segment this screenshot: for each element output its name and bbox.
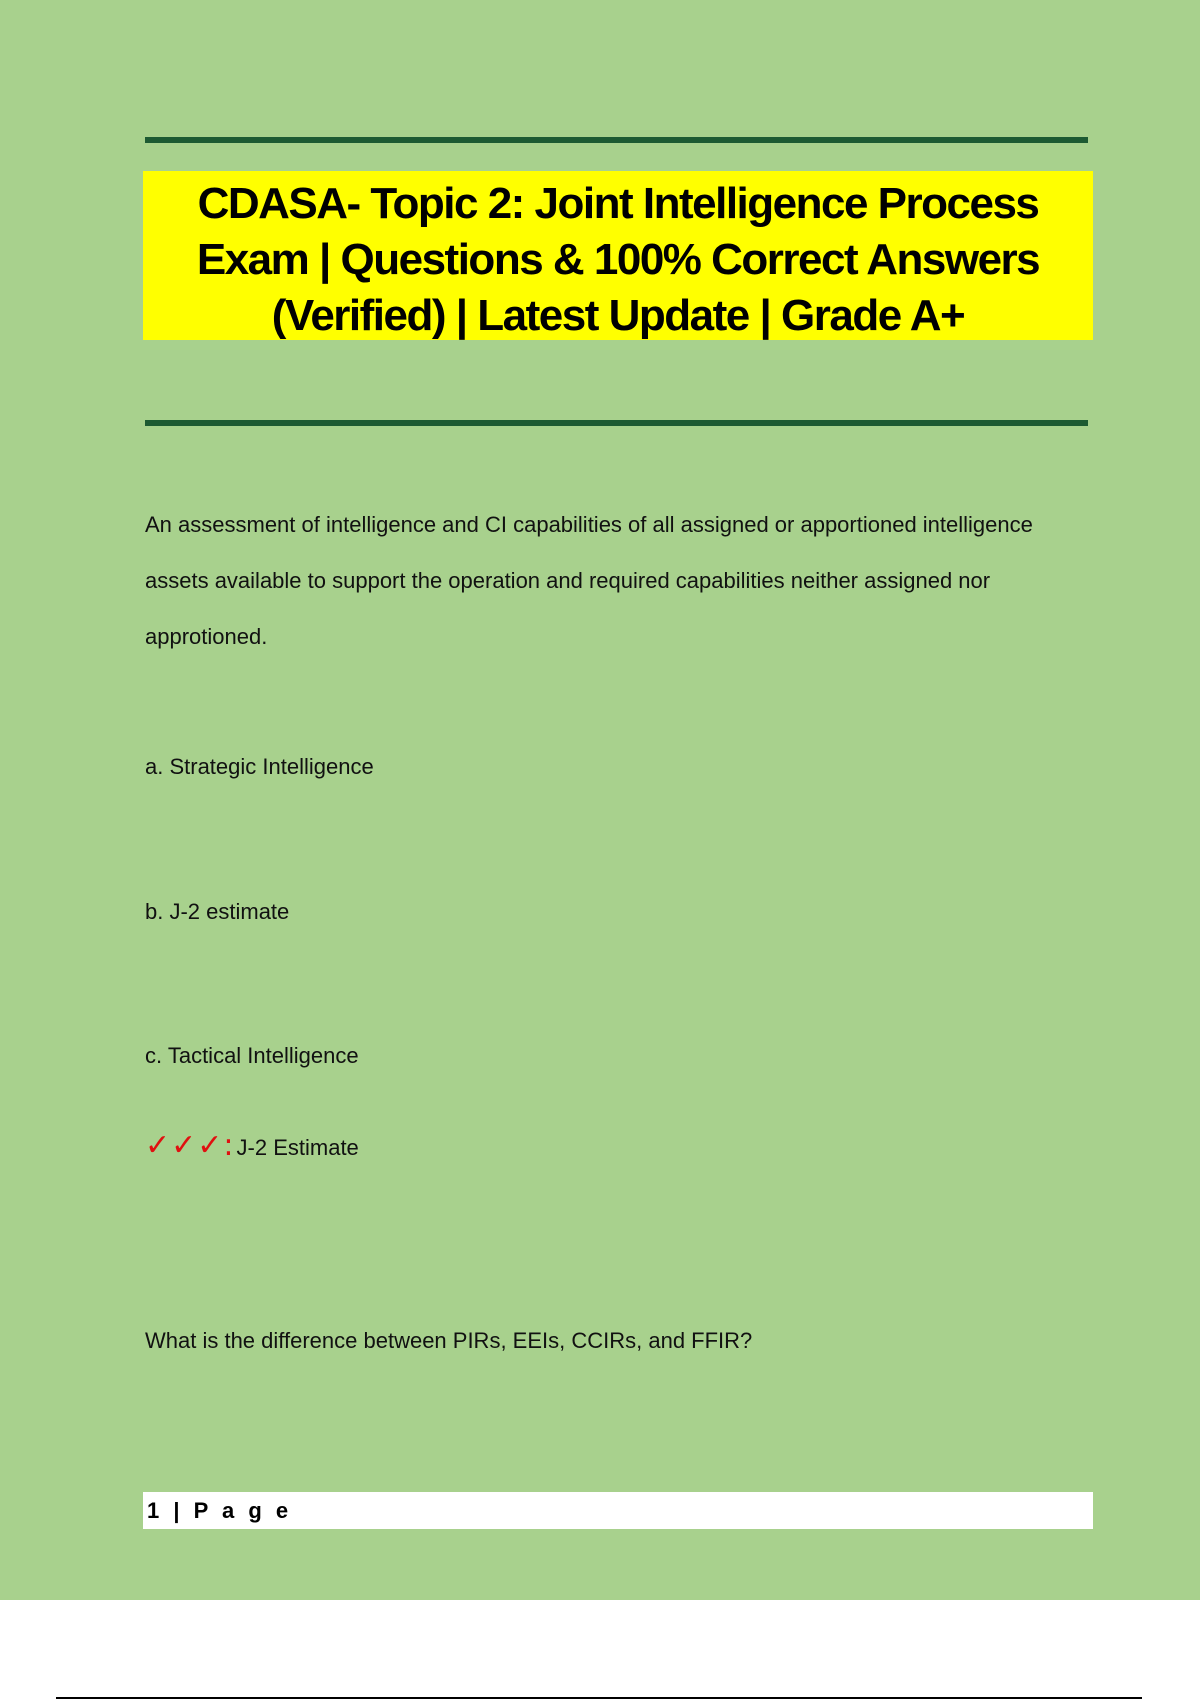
page-footer bbox=[143, 1492, 1093, 1529]
answer-text: J-2 Estimate bbox=[236, 1135, 359, 1160]
question-1-text: An assessment of intelligence and CI capabilities of all assigned or apportioned intelligence assets available to support the operation and required capabilities neither assigned nor approtioned. bbox=[145, 512, 1033, 649]
bottom-divider bbox=[145, 420, 1088, 426]
page-number: 1 | P a g e bbox=[147, 1498, 293, 1523]
check-mark-icon: ✓✓✓: bbox=[145, 1128, 235, 1163]
title-highlight bbox=[143, 171, 1093, 340]
option-a: a. Strategic Intelligence bbox=[145, 754, 374, 779]
page-bottom-rule bbox=[56, 1697, 1142, 1699]
document-title: CDASA- Topic 2: Joint Intelligence Process Exam | Questions & 100% Correct Answers (Verified) | Latest Update | Grade A+ bbox=[196, 179, 1040, 340]
option-b: b. J-2 estimate bbox=[145, 899, 290, 924]
question-2-text: What is the difference between PIRs, EEIs, CCIRs, and FFIR? bbox=[145, 1328, 753, 1353]
answer-line bbox=[145, 1128, 359, 1163]
top-divider bbox=[145, 137, 1088, 143]
option-c: c. Tactical Intelligence bbox=[145, 1043, 359, 1068]
